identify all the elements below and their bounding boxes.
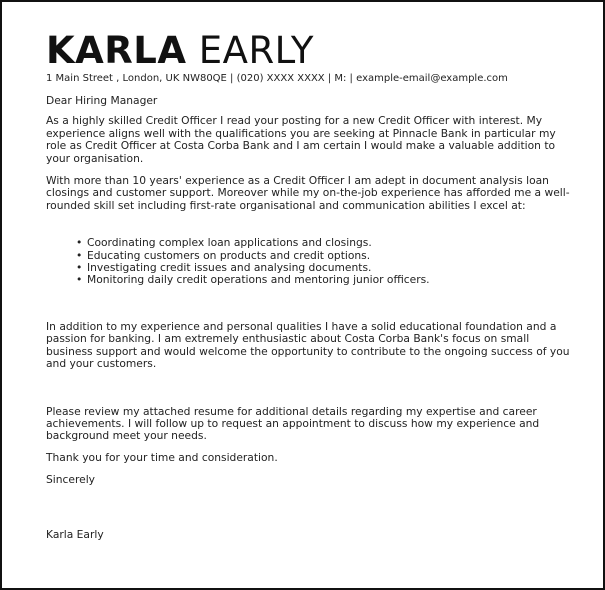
last-name: EARLY: [198, 29, 314, 72]
list-item: • Investigating credit issues and analysing documents.: [76, 262, 576, 274]
contact-line: 1 Main Street , London, UK NW80QE | (020) XXXX XXXX | M: | example-email@example.com: [46, 73, 508, 84]
list-item: • Educating customers on products and credit options.: [76, 250, 576, 262]
signature-name: Karla Early: [46, 527, 104, 541]
paragraph-education: In addition to my experience and personal qualities I have a solid educational foundation and a passion for banking. I am extremely enthusiastic about Costa Corba Bank's focus on small business support and would welcome the opportunity to contribute to the ongoing success of you and your customers.: [46, 319, 570, 371]
skills-list: [46, 237, 576, 287]
thanks-line: Thank you for your time and consideration.: [46, 450, 278, 464]
paragraph-intro: As a highly skilled Credit Officer I read your posting for a new Credit Officer with interest. My experience aligns well with the qualifications you are seeking at Pinnacle Bank in particular my role as Credit Officer at Costa Corba Bank and I am certain I would make a valuable addition to your organisation.: [46, 114, 556, 165]
paragraph-closing: Please review my attached resume for additional details regarding my expertise and career achievements. I will follow up to request an appointment to discuss how my experience and background meet your needs.: [46, 404, 540, 443]
applicant-name: [46, 30, 314, 72]
list-item: • Coordinating complex loan applications and closings.: [76, 237, 576, 249]
list-item: • Monitoring daily credit operations and mentoring junior officers.: [76, 274, 576, 286]
first-name: KARLA: [46, 29, 187, 72]
salutation: Dear Hiring Manager: [46, 94, 158, 107]
paragraph-experience: With more than 10 years' experience as a Credit Officer I am adept in document analysis loan closings and customer support. Moreover while my on-the-job experience has afforded me a well-rounded skill set including first-rate organisational and communication abilities I excel at:: [46, 174, 570, 212]
signoff: Sincerely: [46, 473, 96, 487]
letter-body: [46, 95, 576, 541]
